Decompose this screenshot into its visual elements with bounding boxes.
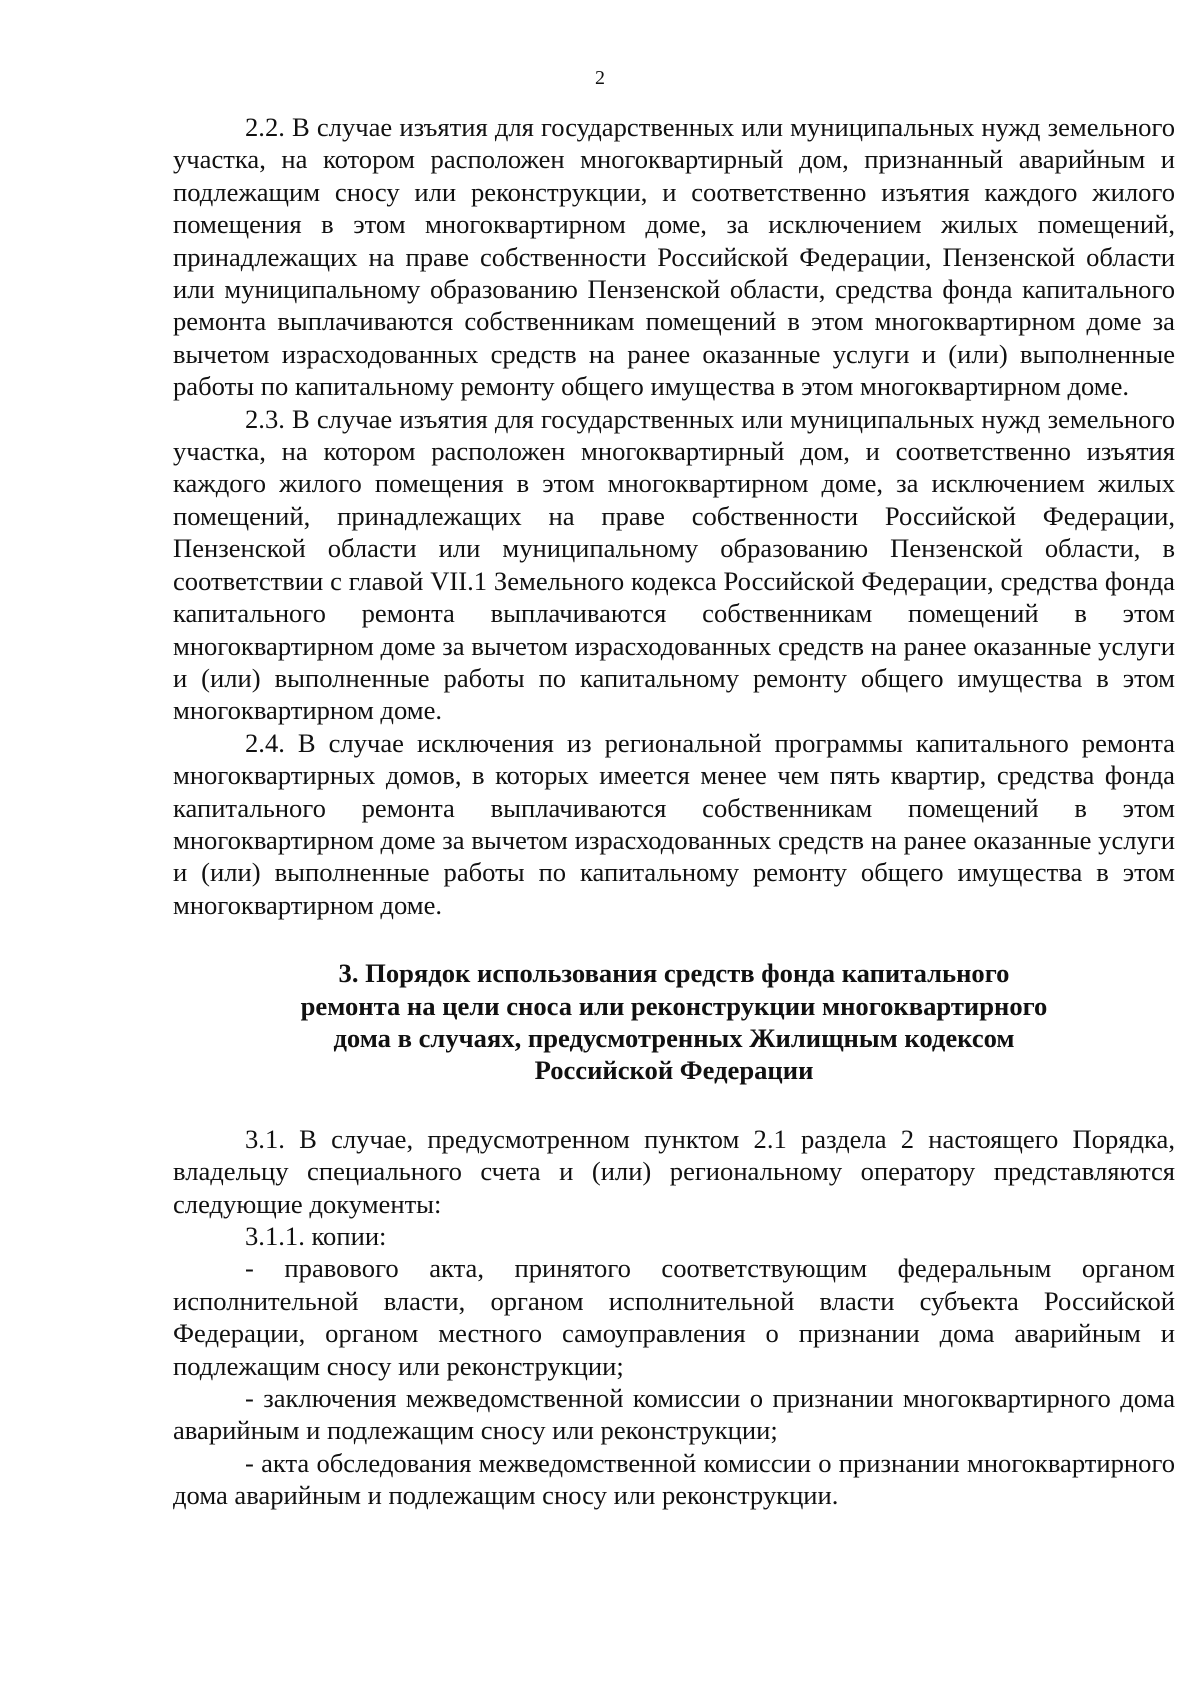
section-heading-line: дома в случаях, предусмотренных Жилищным кодексом bbox=[333, 1022, 1015, 1053]
paragraph-3-1-1: 3.1.1. копии: bbox=[245, 1221, 387, 1251]
page-number: 2 bbox=[595, 67, 605, 89]
section-3-heading bbox=[173, 957, 1175, 1087]
section-heading-line: 3. Порядок использования средств фонда капитального bbox=[338, 958, 1010, 989]
paragraph-3-1: 3.1. В случае, предусмотренном пунктом 2.1 раздела 2 настоящего Порядка, владельцу специального счета и (или) региональному оператору представляются следующие документы: bbox=[173, 1123, 1175, 1219]
paragraph-2-3: 2.3. В случае изъятия для государственных или муниципальных нужд земельного участка, на котором расположен многоквартирный дом, и соответственно изъятия каждого жилого помещения в этом многоквартирном доме, за исключением жилых помещений, принадлежащих на праве собственности Российской Федерации, Пензенской области или муниципальному образованию Пензенской области, в соответствии с главой VII.1 Земельного кодекса Российской Федерации, средства фонда капитального ремонта выплачиваются собственникам помещений в этом многоквартирном доме за вычетом израсходованных средств на ранее оказанные услуги и (или) выполненные работы по капитальному ремонту общего имущества в этом многоквартирном доме. bbox=[173, 403, 1175, 726]
document-body bbox=[173, 111, 1175, 1512]
section-heading-line: Российской Федерации bbox=[534, 1055, 814, 1086]
list-item-commission-conclusion: - заключения межведомственной комиссии о признании многоквартирного дома аварийным и подлежащим сносу или реконструкции; bbox=[173, 1383, 1175, 1446]
paragraph-2-4: 2.4. В случае исключения из региональной программы капитального ремонта многоквартирных домов, в которых имеется менее чем пять квартир, средства фонда капитального ремонта выплачиваются собственникам помещений в этом многоквартирном доме за вычетом израсходованных средств на ранее оказанные услуги и (или) выполненные работы по капитальному ремонту общего имущества в этом многоквартирном доме. bbox=[173, 727, 1175, 920]
list-item-inspection-act: - акта обследования межведомственной комиссии о признании многоквартирного дома аварийным и подлежащим сносу или реконструкции. bbox=[173, 1447, 1175, 1511]
list-item-legal-act: - правового акта, принятого соответствующим федеральным органом исполнительной власти, органом исполнительной власти субъекта Российской Федерации, органом местного самоуправления о признании дома аварийным и подлежащим сносу или реконструкции; bbox=[173, 1253, 1175, 1381]
section-heading-line: ремонта на цели сноса или реконструкции многоквартирного bbox=[300, 990, 1048, 1021]
paragraph-2-2: 2.2. В случае изъятия для государственных или муниципальных нужд земельного участка, на котором расположен многоквартирный дом, признанный аварийным и подлежащим сносу или реконструкции, и соответственно изъятия каждого жилого помещения в этом многоквартирном доме, за исключением жилых помещений, принадлежащих на праве собственности Российской Федерации, Пензенской области или муниципальному образованию Пензенской области, средства фонда капитального ремонта выплачиваются собственникам помещений в этом многоквартирном доме за вычетом израсходованных средств на ранее оказанные услуги и (или) выполненные работы по капитальному ремонту общего имущества в этом многоквартирном доме. bbox=[173, 112, 1175, 402]
